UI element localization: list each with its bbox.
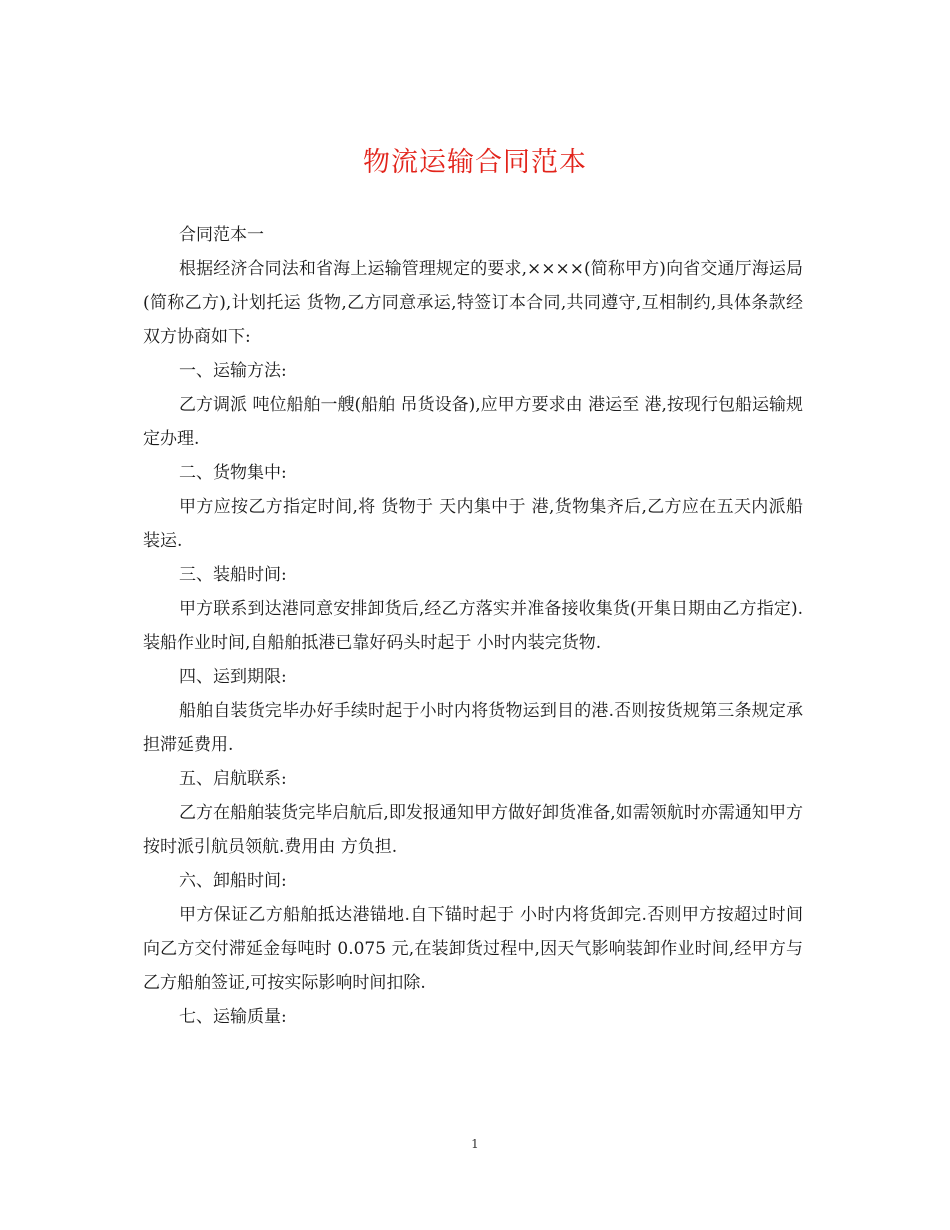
section-heading-loading-time: 三、装船时间: xyxy=(179,565,287,585)
section-heading-departure-contact: 五、启航联系: xyxy=(179,769,287,789)
paragraph-unloading-time: 甲方保证乙方船舶抵达港锚地.自下锚时起于 小时内将货卸完.否则甲方按超过时间向乙方交付滞延金每吨时 0.075 元,在装卸货过程中,因天气影响装卸作业时间,经甲方与乙方船舶签证,可按实际影响时间扣除. xyxy=(143,905,803,993)
paragraph-departure-contact: 乙方在船舶装货完毕启航后,即发报通知甲方做好卸货准备,如需领航时亦需通知甲方按时派引航员领航.费用由 方负担. xyxy=(143,803,803,857)
section-heading-unloading-time: 六、卸船时间: xyxy=(179,871,287,891)
document-title: 物流运输合同范本 xyxy=(363,147,587,178)
document-body xyxy=(143,218,803,1034)
paragraph-cargo-collection: 甲方应按乙方指定时间,将 货物于 天内集中于 港,货物集齐后,乙方应在五天内派船装运. xyxy=(143,497,803,551)
section-heading-delivery-deadline: 四、运到期限: xyxy=(179,667,287,687)
section-heading-transport-method: 一、运输方法: xyxy=(179,361,287,381)
paragraph-delivery-deadline: 船舶自装货完毕办好手续时起于小时内将货物运到目的港.否则按货规第三条规定承担滞延费用. xyxy=(143,701,803,755)
paragraph-preamble: 根据经济合同法和省海上运输管理规定的要求,××××(简称甲方)向省交通厅海运局(简称乙方),计划托运 货物,乙方同意承运,特签订本合同,共同遵守,互相制约,具体条款经双方协商如下: xyxy=(143,259,803,347)
page-number: 1 xyxy=(471,1137,479,1151)
section-heading-cargo-collection: 二、货物集中: xyxy=(179,463,287,483)
paragraph-intro-heading: 合同范本一 xyxy=(179,225,264,245)
paragraph-transport-method: 乙方调派 吨位船舶一艘(船舶 吊货设备),应甲方要求由 港运至 港,按现行包船运输规定办理. xyxy=(143,395,803,449)
section-heading-transport-quality: 七、运输质量: xyxy=(179,1007,287,1027)
paragraph-loading-time: 甲方联系到达港同意安排卸货后,经乙方落实并准备接收集货(开集日期由乙方指定).装船作业时间,自船舶抵港已靠好码头时起于 小时内装完货物. xyxy=(143,599,803,653)
